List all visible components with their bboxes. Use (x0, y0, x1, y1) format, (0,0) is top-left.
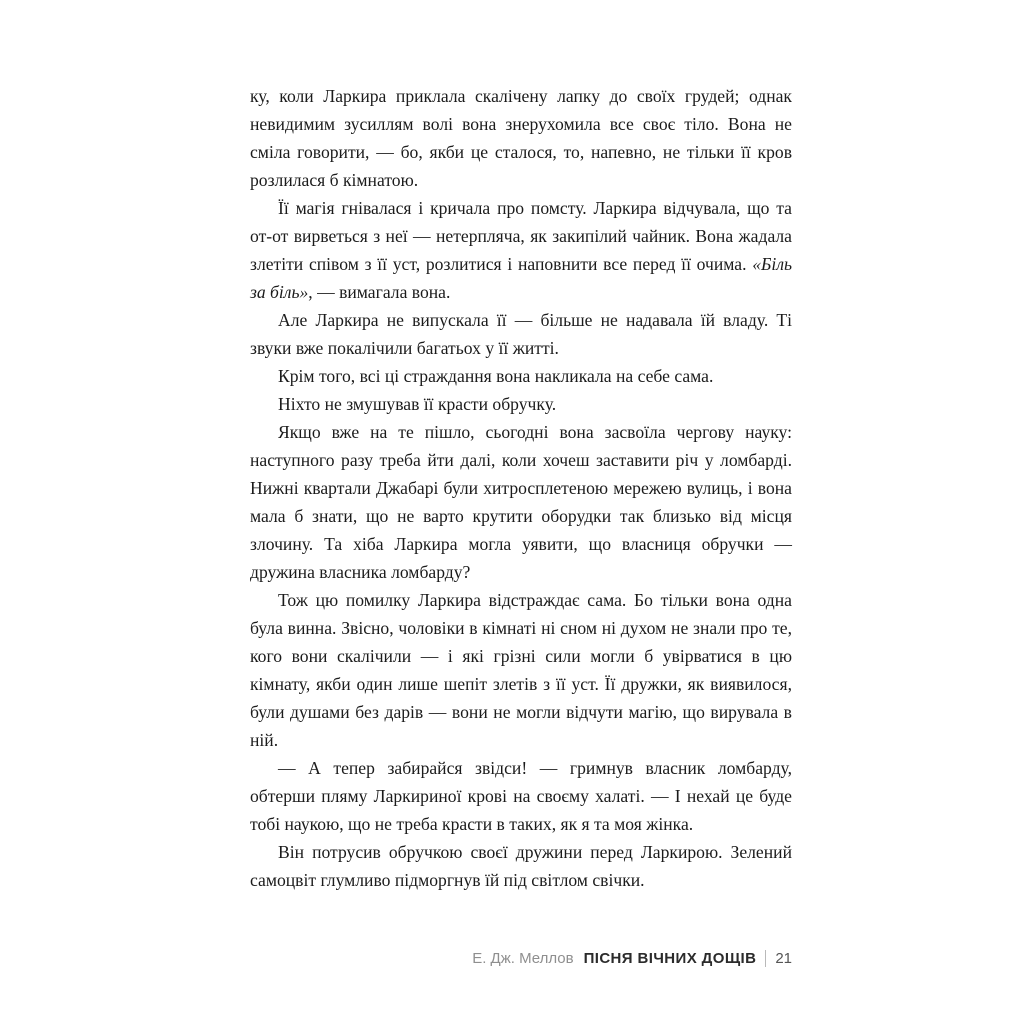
paragraph (250, 306, 792, 362)
paragraph (250, 586, 792, 754)
paragraph-text: Крім того, всі ці страждання вона накликала на себе сама. (278, 366, 714, 386)
footer-page-number: 21 (775, 950, 792, 967)
paragraph (250, 362, 792, 390)
page-footer (250, 950, 792, 967)
paragraph (250, 838, 792, 894)
paragraph (250, 390, 792, 418)
paragraph (250, 82, 792, 194)
paragraph-text: , — вимагала вона. (308, 282, 451, 302)
paragraph-text: Але Ларкира не випускала її — більше не надавала їй владу. Ті звуки вже покалічили багатьох у її житті. (250, 310, 792, 358)
paragraph-text: ку, коли Ларкира приклала скалічену лапку до своїх грудей; однак невидимим зусиллям волі вона знерухомила все своє тіло. Вона не сміла говорити, — бо, якби це сталося, то, напевно, не тільки її кров розлилася б кімнатою. (250, 86, 792, 190)
paragraph-text: Він потрусив обручкою своєї дружини перед Ларкирою. Зелений самоцвіт глумливо підморгнув їй під світлом свічки. (250, 842, 792, 890)
page-text (250, 82, 792, 894)
paragraph-text: — А тепер забирайся звідси! — гримнув власник ломбарду, обтерши пляму Ларкириної крові на своєму халаті. — І нехай це буде тобі наукою, що не треба красти в таких, як я та моя жінка. (250, 758, 792, 834)
paragraph-text: Тож цю помилку Ларкира відстраждає сама. Бо тільки вона одна була винна. Звісно, чоловіки в кімнаті ні сном ні духом не знали про те, кого вони скалічили — і які грізні сили могли б увірватися в цю кімнату, якби один лише шепіт злетів з її уст. Її дружки, як виявилося, були душами без дарів — вони не могли відчути магію, що вирувала в ній. (250, 590, 792, 750)
paragraph (250, 194, 792, 306)
paragraph-text: Ніхто не змушував її красти обручку. (278, 394, 557, 414)
footer-separator (765, 950, 766, 967)
italic-quote-text: «Біль за біль» (250, 254, 792, 302)
footer-book-title: ПІСНЯ ВІЧНИХ ДОЩІВ (583, 950, 757, 967)
paragraph (250, 418, 792, 586)
footer-author: Е. Дж. Меллов (472, 950, 574, 967)
paragraph (250, 754, 792, 838)
paragraph-text: Її магія гнівалася і кричала про помсту. Ларкира відчувала, що та от-от вирветься з неї — нетерпляча, як закипілий чайник. Вона жадала злетіти співом з її уст, розлитися і наповнити все перед її очима. (250, 198, 792, 274)
paragraph-text: Якщо вже на те пішло, сьогодні вона засвоїла чергову науку: наступного разу треба йти далі, коли хочеш заставити річ у ломбарді. Нижні квартали Джабарі були хитросплетеною мережею вулиць, і вона мала б знати, що не варто крутити оборудки так близько від місця злочину. Та хіба Ларкира могла уявити, що власниця обручки — дружина власника ломбарду? (250, 422, 792, 582)
